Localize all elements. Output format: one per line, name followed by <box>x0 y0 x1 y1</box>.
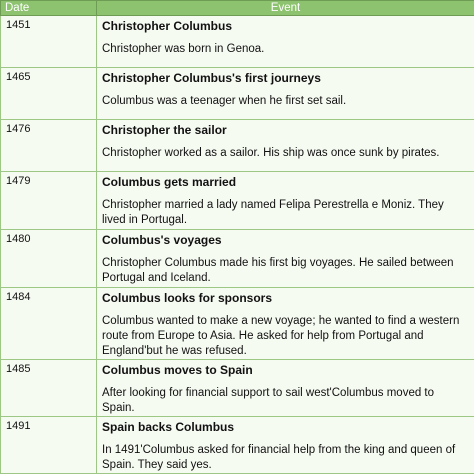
date-cell: 1480 <box>1 230 97 288</box>
table-row <box>1 288 474 360</box>
header-row <box>1 1 474 16</box>
date-cell: 1465 <box>1 68 97 120</box>
date-cell: 1479 <box>1 172 97 230</box>
event-title: Columbus gets married <box>102 175 468 189</box>
date-cell: 1484 <box>1 288 97 360</box>
event-title: Christopher Columbus <box>102 19 468 33</box>
table-row <box>1 16 474 68</box>
event-description: Christopher married a lady named Felipa Perestrella e Moniz. They lived in Portugal. <box>102 198 468 228</box>
event-cell <box>97 360 474 417</box>
event-description: Christopher Columbus made his first big voyages. He sailed between Portugal and Iceland. <box>102 256 468 286</box>
event-cell <box>97 68 474 120</box>
event-title: Columbus moves to Spain <box>102 363 468 377</box>
event-description: Columbus wanted to make a new voyage; he wanted to find a western route from Europe to Asia. He asked for help from Portugal and England'but he was refused. <box>102 314 468 359</box>
table-row <box>1 68 474 120</box>
event-cell <box>97 120 474 172</box>
event-description: Columbus was a teenager when he first set sail. <box>102 94 468 109</box>
event-title: Columbus looks for sponsors <box>102 291 468 305</box>
event-title: Columbus's voyages <box>102 233 468 247</box>
table-row <box>1 120 474 172</box>
table-row <box>1 360 474 417</box>
event-cell <box>97 230 474 288</box>
event-description: After looking for financial support to sail west'Columbus moved to Spain. <box>102 386 468 416</box>
event-description: Christopher worked as a sailor. His ship was once sunk by pirates. <box>102 146 468 161</box>
event-column-header: Event <box>97 1 474 16</box>
event-cell <box>97 417 474 474</box>
event-description: Christopher was born in Genoa. <box>102 42 468 57</box>
table-row <box>1 230 474 288</box>
event-title: Christopher the sailor <box>102 123 468 137</box>
event-title: Christopher Columbus's first journeys <box>102 71 468 85</box>
event-cell <box>97 16 474 68</box>
table-row <box>1 417 474 474</box>
date-cell: 1476 <box>1 120 97 172</box>
event-cell <box>97 288 474 360</box>
event-description: In 1491'Columbus asked for financial help from the king and queen of Spain. They said yes. <box>102 443 468 473</box>
date-cell: 1451 <box>1 16 97 68</box>
date-cell: 1485 <box>1 360 97 417</box>
date-cell: 1491 <box>1 417 97 474</box>
date-column-header: Date <box>1 1 97 16</box>
table-row <box>1 172 474 230</box>
event-cell <box>97 172 474 230</box>
event-title: Spain backs Columbus <box>102 420 468 434</box>
